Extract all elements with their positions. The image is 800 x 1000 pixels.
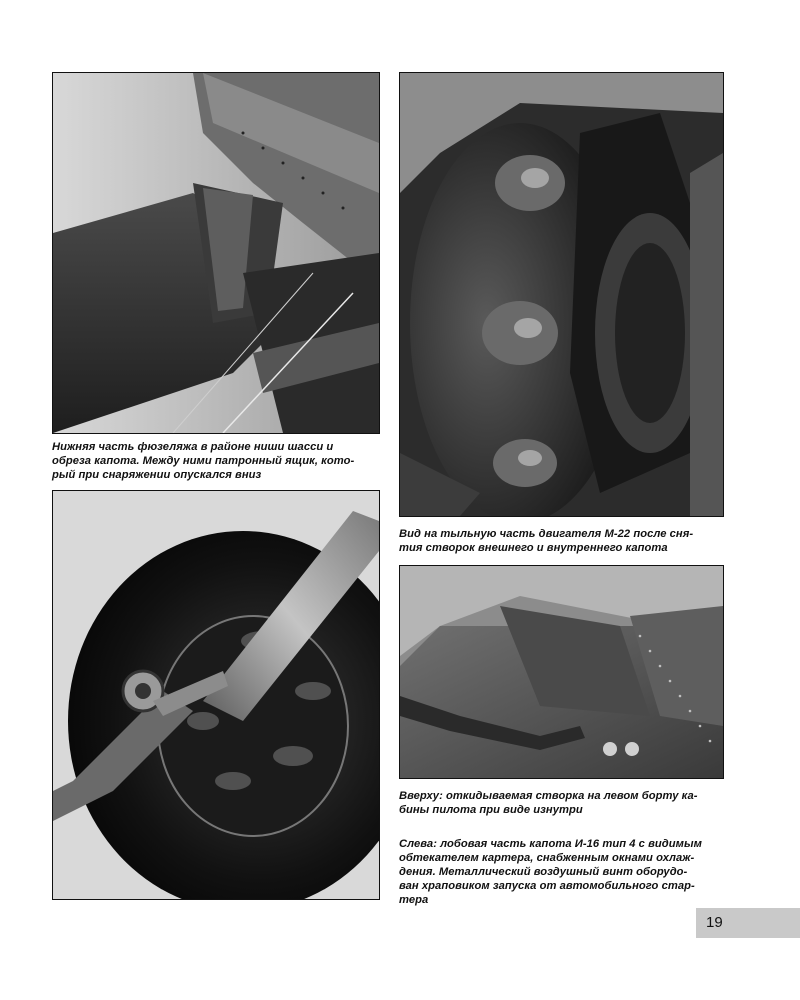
- caption-line: Нижняя часть фюзеляжа в районе ниши шасси и: [52, 441, 334, 453]
- engine-photo-image: [400, 73, 723, 516]
- photo-engine-rear: [399, 72, 724, 517]
- caption-line: бины пилота при виде изнутри: [399, 804, 583, 816]
- caption-cockpit-panel: [399, 789, 698, 817]
- cowling-photo-image: [53, 491, 379, 899]
- caption-line: тия створок внешнего и внутреннего капота: [399, 542, 668, 554]
- caption-engine-rear: [399, 527, 693, 555]
- caption-line: Слева: лобовая часть капота И-16 тип 4 с видимым: [399, 838, 702, 850]
- fuselage-photo-image: [53, 73, 379, 433]
- caption-line: ван храповиком запуска от автомобильного стар-: [399, 880, 695, 892]
- caption-line: Вид на тыльную часть двигателя М-22 после сня-: [399, 528, 694, 540]
- caption-line: обреза капота. Между ними патронный ящик, кото-: [52, 455, 355, 467]
- caption-line: дения. Металлический воздушный винт оборудо-: [399, 866, 688, 878]
- page-number: 19: [706, 914, 723, 931]
- caption-cowling-front: [399, 837, 702, 907]
- photo-cockpit-panel: [399, 565, 724, 779]
- caption-line: рый при снаряжении опускался вниз: [52, 469, 262, 481]
- caption-line: тера: [399, 894, 429, 906]
- caption-line: обтекателем картера, снабженным окнами охлаж-: [399, 852, 695, 864]
- caption-line: Вверху: откидываемая створка на левом борту ка-: [399, 790, 698, 802]
- photo-cowling-front: [52, 490, 380, 900]
- photo-fuselage-underside: [52, 72, 380, 434]
- cockpit-photo-image: [400, 566, 723, 778]
- caption-fuselage: [52, 440, 354, 482]
